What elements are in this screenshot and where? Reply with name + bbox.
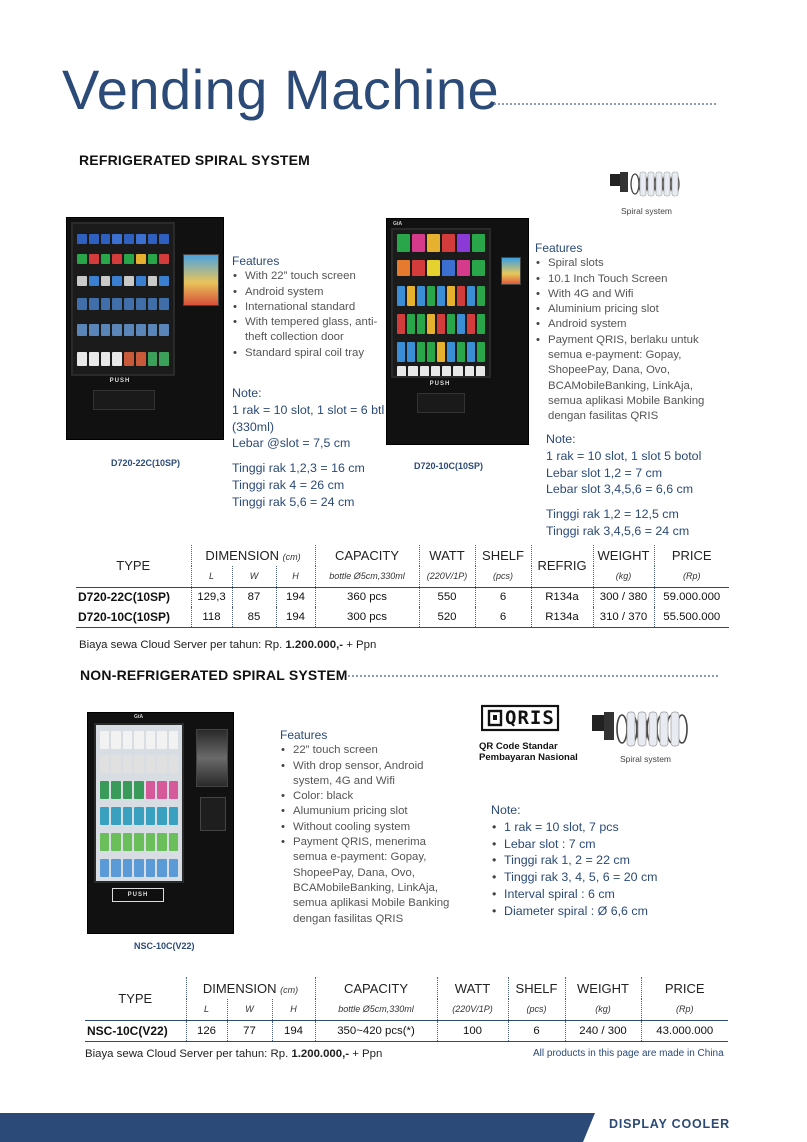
cell-l: 118 [191,607,232,627]
feature-item: • Aluminium pricing slot [535,302,735,317]
col-header-shelf: SHELF [475,545,531,566]
note-line: 1 rak = 10 slot, 1 slot = 6 btl (330ml) [232,402,385,434]
cell-capacity: 350~420 pcs(*) [315,1020,437,1041]
machine-d720-10c-image [386,218,529,445]
cell-shelf: 6 [475,587,531,607]
features-title: Features [535,241,583,255]
col-sub-capacity: bottle Ø5cm,330ml [315,999,437,1020]
payment-panel [200,797,226,831]
push-label: PUSH [127,892,149,898]
spiral-system-image [590,707,694,751]
note-line: • Lebar slot : 7 cm [491,836,711,853]
cell-l: 129,3 [191,587,232,607]
brand-logo: GtA [134,714,144,720]
note-line: Tinggi rak 4 = 26 cm [232,477,345,492]
touch-screen [501,257,521,285]
col-sub-shelf: (pcs) [508,999,565,1020]
note-line: Lebar slot 3,4,5,6 = 6,6 cm [546,482,694,497]
col-header-refrig: REFRIG [531,545,593,587]
feature-item: • Color: black [280,789,470,804]
features-nsc-10c [280,728,470,927]
cell-weight: 310 / 370 [593,607,654,627]
note-d720-22c [232,385,392,511]
section-title-refrigerated: REFRIGERATED SPIRAL SYSTEM [79,152,311,168]
page-title: Vending Machine [62,58,500,121]
machine-glass [94,723,184,883]
col-sub-watt: (220V/1P) [437,999,508,1020]
col-sub-l: L [186,999,227,1020]
qris-caption: QR Code Standar Pembayaran Nasional [479,741,578,763]
col-header-shelf: SHELF [508,977,565,999]
note-line: Tinggi rak 3,4,5,6 = 24 cm [546,523,690,538]
note-line: • Tinggi rak 1, 2 = 22 cm [491,852,711,869]
table-row [85,1020,728,1041]
col-header-price: PRICE [654,545,729,566]
cloud-server-fee-non-refrigerated: Biaya sewa Cloud Server per tahun: Rp. 1.200.000,- + Ppn [85,1048,383,1060]
cloud-server-fee-refrigerated: Biaya sewa Cloud Server per tahun: Rp. 1.200.000,- + Ppn [79,639,377,651]
cell-watt: 550 [419,587,475,607]
col-sub-w: W [232,566,276,587]
cell-type: D720-22C(10SP) [78,590,171,605]
feature-item: • Spiral slots [535,256,735,271]
features-d720-10c [535,241,735,425]
note-line: 1 rak = 10 slot, 1 slot 5 botol [546,448,702,463]
machine-glass [391,228,491,378]
cell-l: 126 [186,1020,227,1041]
cell-w: 77 [227,1020,272,1041]
push-label: PUSH [429,381,451,387]
feature-item: • 22” touch screen [280,743,470,758]
touch-screen [183,254,219,306]
col-header-weight: WEIGHT [593,545,654,566]
spec-table-non-refrigerated [85,977,728,1042]
model-label-d720-10c: D720-10C(10SP) [414,461,484,471]
cell-price: 55.500.000 [654,607,729,627]
feature-item: • Alumunium pricing slot [280,804,470,819]
note-line: Lebar slot 1,2 = 7 cm [546,465,663,480]
col-sub-price: (Rp) [654,566,729,587]
note-title: Note: [232,386,262,400]
section-title-non-refrigerated: NON-REFRIGERATED SPIRAL SYSTEM [80,667,348,683]
table-row [76,587,729,607]
col-sub-watt: (220V/1P) [419,566,475,587]
col-header-watt: WATT [437,977,508,999]
cell-watt: 520 [419,607,475,627]
col-sub-l: L [191,566,232,587]
machine-d720-22c-image [66,217,224,440]
spiral-system-image [609,168,691,200]
touch-screen [196,729,228,787]
col-sub-h: H [272,999,315,1020]
feature-item: • With tempered glass, anti-theft collection door [232,315,392,346]
machine-nsc-10c-image [87,712,234,934]
feature-item: • Without cooling system [280,820,470,835]
col-header-dimension: DIMENSION (cm) [186,977,315,999]
col-sub-h: H [276,566,315,587]
cell-type: D720-10C(10SP) [78,609,171,624]
spiral-system-caption: Spiral system [621,206,673,216]
feature-item: • International standard [232,300,392,315]
note-line: • Tinggi rak 3, 4, 5, 6 = 20 cm [491,869,711,886]
cell-shelf: 6 [475,607,531,627]
made-in-note: All products in this page are made in China [533,1048,724,1059]
col-sub-capacity: bottle Ø5cm,330ml [315,566,419,587]
features-title: Features [232,254,280,268]
cell-watt: 100 [437,1020,508,1041]
note-line: Lebar @slot = 7,5 cm [232,436,351,451]
cell-h: 194 [272,1020,315,1041]
footer-label: DISPLAY COOLER [609,1117,730,1131]
feature-item: • With drop sensor, Android system, 4G and Wifi [280,759,440,790]
feature-item: • With 22” touch screen [232,269,392,284]
col-sub-weight: (kg) [593,566,654,587]
qris-logo-text: QRIS [505,707,555,729]
cell-h: 194 [276,587,315,607]
feature-item: • Android system [232,285,392,300]
note-title: Note: [491,803,521,817]
table-row [76,607,729,627]
col-sub-w: W [227,999,272,1020]
features-d720-22c [232,254,392,361]
note-line: Tinggi rak 1,2 = 12,5 cm [546,507,679,522]
spec-table-refrigerated [76,545,729,628]
brand-logo: GtA [393,221,403,227]
col-header-weight: WEIGHT [565,977,641,999]
model-label-d720-22c: D720-22C(10SP) [111,458,181,468]
col-header-capacity: CAPACITY [315,545,419,566]
cell-shelf: 6 [508,1020,565,1041]
cell-w: 85 [232,607,276,627]
features-title: Features [280,728,328,742]
note-line: • 1 rak = 10 slot, 7 pcs [491,819,711,836]
note-line: Tinggi rak 1,2,3 = 16 cm [232,461,365,476]
cell-capacity: 300 pcs [315,607,419,627]
feature-item: • 10.1 Inch Touch Screen [535,272,735,287]
cell-weight: 300 / 380 [593,587,654,607]
col-sub-shelf: (pcs) [475,566,531,587]
feature-item: • Standard spiral coil tray [232,346,392,361]
note-d720-10c [546,431,746,540]
col-sub-weight: (kg) [565,999,641,1020]
col-sub-price: (Rp) [641,999,728,1020]
col-header-type: TYPE [118,990,153,1006]
push-label: PUSH [109,378,131,384]
cell-price: 43.000.000 [641,1020,728,1041]
cell-refrig: R134a [531,607,593,627]
cell-weight: 240 / 300 [565,1020,641,1041]
feature-item: • With 4G and Wifi [535,287,735,302]
note-title: Note: [546,432,576,446]
cell-refrig: R134a [531,587,593,607]
section-divider [348,675,718,677]
collection-door [93,390,155,410]
model-label-nsc-10c: NSC-10C(V22) [134,941,195,951]
spiral-system-caption: Spiral system [620,754,672,764]
col-header-price: PRICE [641,977,728,999]
cell-capacity: 360 pcs [315,587,419,607]
note-line: • Interval spiral : 6 cm [491,886,711,903]
note-line: • Diameter spiral : Ø 6,6 cm [491,903,711,920]
cell-type: NSC-10C(V22) [87,1023,168,1038]
cell-price: 59.000.000 [654,587,729,607]
feature-item: • Android system [535,317,735,332]
collection-door [417,393,465,413]
col-header-type: TYPE [116,558,151,574]
qris-logo [481,704,561,732]
feature-item: • Payment QRIS, menerima semua e-payment: Gopay, ShopeePay, Dana, Ovo, BCAMobileBanking, LinkAja, semua aplikasi Mobile Banking dengan fasilitas QRIS [280,835,458,927]
note-line: Tinggi rak 5,6 = 24 cm [232,494,355,509]
col-header-dimension: DIMENSION (cm) [191,545,315,566]
machine-glass [71,222,175,376]
cell-w: 87 [232,587,276,607]
col-header-watt: WATT [419,545,475,566]
note-nsc-10c [491,802,711,920]
cell-h: 194 [276,607,315,627]
feature-item: • Payment QRIS, berlaku untuk semua e-payment: Gopay, ShopeePay, Dana, Ovo, BCAMobileBanking, LinkAja, semua aplikasi Mobile Banking dengan fasilitas QRIS [535,333,715,425]
title-divider [494,103,716,105]
col-header-capacity: CAPACITY [315,977,437,999]
